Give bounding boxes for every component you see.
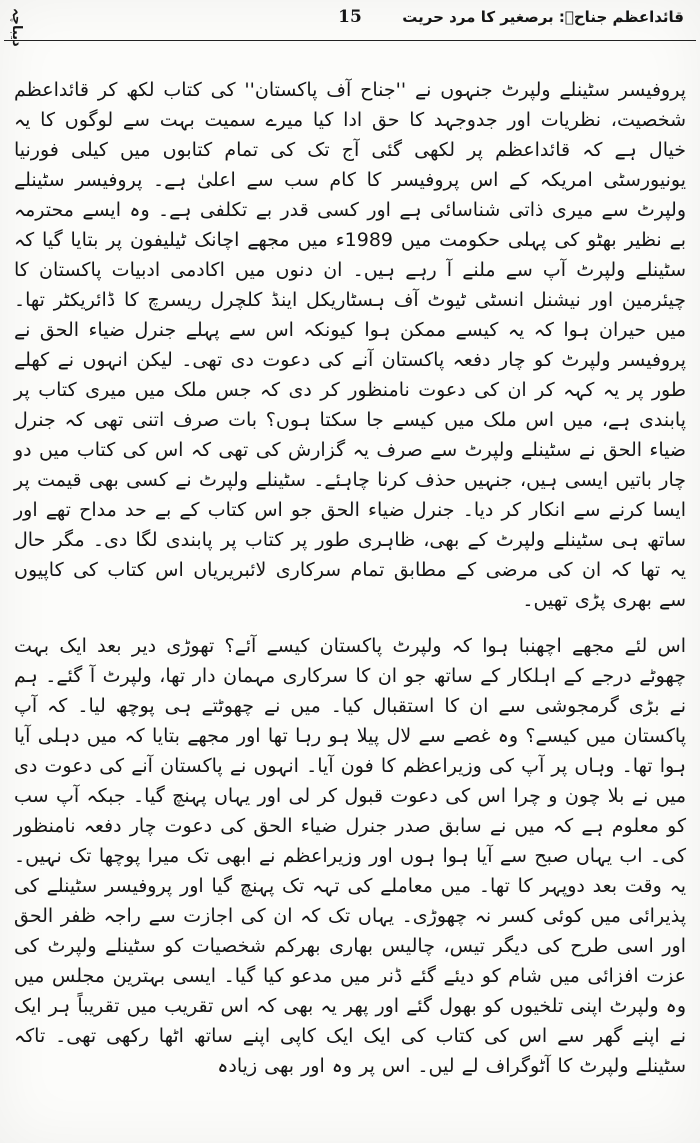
page-number: 15	[338, 7, 362, 27]
body-paragraph-1: پروفیسر سٹینلے ولپرٹ جنہوں نے ''جناح آف پاکستان'' کی کتاب لکھ کر قائداعظم شخصیت، نظریات اور جدوجہد کا حق ادا کیا میرے سمیت بہت سے لوگوں کا یہ خیال ہے کہ قائداعظم پر لکھی گئی آج تک کی تمام کتابوں میں کیلی فورنیا یونیورسٹی امریکہ کے اس پروفیسر کا کام سب سے اعلیٰ ہے۔ پروفیسر سٹینلے ولپرٹ سے میری ذاتی شناسائی ہے اور کسی قدر بے تکلفی ہے۔ وہ ایسے محترمہ بے نظیر بھٹو کی پہلی حکومت میں 1989ء میں مجھے اچانک ٹیلیفون پر بتایا گیا کہ سٹینلے ولپرٹ آپ سے ملنے آ رہے ہیں۔ ان دنوں میں اکادمی ادبیات پاکستان کا چیئرمین اور نیشنل انسٹی ٹیوٹ آف ہسٹاریکل اینڈ کلچرل ریسرچ کا ڈائریکٹر تھا۔ میں حیران ہوا کہ یہ کیسے ممکن ہوا کیونکہ اس سے پہلے جنرل ضیاء الحق نے پروفیسر ولپرٹ کو چار دفعہ پاکستان آنے کی دعوت دی تھی۔ لیکن انہوں نے کھلے طور پر یہ کہہ کر ان کی دعوت نامنظور کر دی کہ جس ملک میں میری کتاب پر پابندی ہے، میں اس ملک میں کیسے جا سکتا ہوں؟ بات صرف اتنی تھی کہ جنرل ضیاء الحق نے سٹینلے ولپرٹ سے صرف یہ گزارش کی تھی کہ اس کی کتاب میں دو چار باتیں ایسی ہیں، جنہیں حذف کرنا چاہئے۔ سٹینلے ولپرٹ نے کسی بھی قیمت پر ایسا کرنے سے انکار کر دیا۔ جنرل ضیاء الحق جو اس کتاب کے بے حد مداح تھے اور ساتھ ہی سٹینلے ولپرٹ کے بھی، ظاہری طور پر کتاب پر پابندی لگا دی۔ مگر حال یہ تھا کہ ان کی مرضی کے مطابق تمام سرکاری لائبریریاں اس کتاب کی کاپیوں سے بھری پڑی تھیں۔	[14, 79, 686, 611]
running-header-title: قائداعظم جناحؒ: برصغیر کا مرد حریت	[402, 8, 684, 26]
chapter-side-label: دیباچہ	[9, 8, 24, 47]
running-header	[0, 0, 700, 40]
body-paragraph-2: اس لئے مجھے اچھنبا ہوا کہ ولپرٹ پاکستان کیسے آئے؟ تھوڑی دیر بعد ایک بہت چھوٹے درجے کے اہلکار کے ساتھ جو ان کا سرکاری مہمان دار تھا، ولپرٹ آ گئے۔ ہم نے بڑی گرمجوشی سے ان کا استقبال کیا۔ میں نے چھوٹتے ہی پوچھ لیا۔ کہ آپ پاکستان میں کیسے؟ وہ غصے سے لال پیلا ہو رہا تھا اور مجھے بتایا کہ میں دہلی آیا ہوا تھا۔ وہاں پر آپ کی وزیراعظم کا فون آیا۔ انہوں نے پاکستان آنے کی دعوت دی میں نے بلا چون و چرا اس کی دعوت قبول کر لی اور یہاں پہنچ گیا۔ جبکہ آپ سب کو معلوم ہے کہ میں نے سابق صدر جنرل ضیاء الحق کی دعوت چار دفعہ نامنظور کی۔ اب یہاں صبح سے آیا ہوا ہوں اور وزیراعظم نے ابھی تک میرا پوچھا تک نہیں۔ یہ وقت بعد دوپہر کا تھا۔ میں معاملے کی تہہ تک پہنچ گیا اور پروفیسر سٹینلے کی پذیرائی میں کوئی کسر نہ چھوڑی۔ یہاں تک کہ ان کی اجازت سے راجہ ظفر الحق اور اسی طرح کی دیگر تیس، چالیس بھاری بھرکم شخصیات کو سٹینلے ولپرٹ کی عزت افزائی میں شام کو دیئے گئے ڈنر میں مدعو کیا گیا۔ ایسی بہترین مجلس میں وہ ولپرٹ اپنی تلخیوں کو بھول گئے اور پھر یہ بھی کہ اس تقریب میں تقریباً ہر ایک نے اپنے گھر سے اس کی کتاب کی ایک ایک کاپی اپنے ساتھ اٹھا رکھی تھی۔ تاکہ سٹینلے ولپرٹ کا آٹوگراف لے لیں۔ اس پر وہ اور بھی زیادہ	[14, 635, 686, 1077]
page-body	[0, 41, 700, 1081]
